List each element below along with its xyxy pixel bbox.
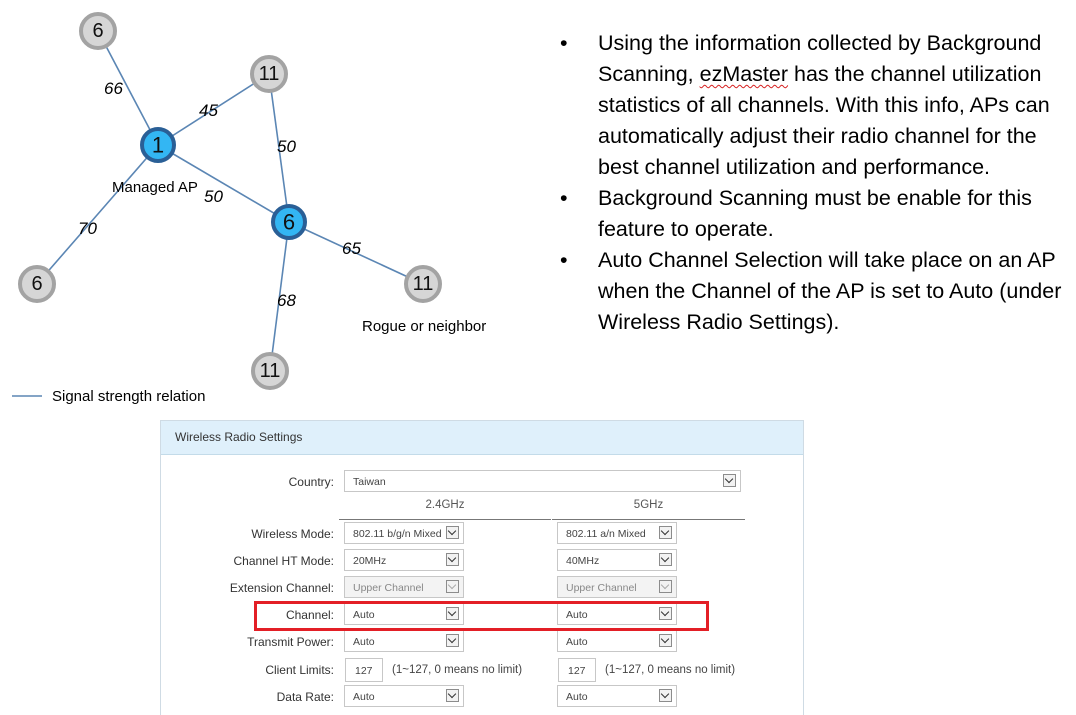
country-select[interactable]: Taiwan — [344, 470, 741, 492]
channel-5-select[interactable]: Auto — [557, 603, 677, 625]
node-label: 6 — [31, 273, 43, 295]
bullet-item: • Using the information collected by Background Scanning, ezMaster has the channel utilization statistics of all channels. With this info, APs can automatically adjust their radio channel for the best channel utilization and performance. — [560, 28, 1070, 183]
ht-mode-row — [161, 548, 803, 574]
brand-name: ezMaster — [699, 62, 789, 86]
node-label: 11 — [412, 273, 434, 295]
transmit-power-24-select[interactable]: Auto — [344, 630, 464, 652]
ht-mode-24-select[interactable]: 20MHz — [344, 549, 464, 571]
chevron-down-icon[interactable] — [659, 634, 672, 647]
ht-mode-label: Channel HT Mode: — [233, 554, 334, 568]
node-label: 11 — [259, 360, 281, 382]
band-divider — [552, 519, 745, 520]
chevron-down-icon[interactable] — [659, 689, 672, 702]
legend-caption: Signal strength relation — [52, 388, 206, 405]
chevron-down-icon[interactable] — [446, 526, 459, 539]
wireless-mode-24-select[interactable]: 802.11 b/g/n Mixed — [344, 522, 464, 544]
band-2-4ghz-header: 2.4GHz — [425, 499, 465, 511]
transmit-power-label: Transmit Power: — [247, 635, 334, 649]
chevron-down-icon[interactable] — [723, 474, 736, 487]
chevron-down-icon[interactable] — [446, 553, 459, 566]
client-limits-5-hint: (1~127, 0 means no limit) — [605, 664, 736, 676]
edge-managed-left — [37, 145, 158, 284]
managed-ap-caption: Managed AP — [112, 179, 198, 196]
channel-24-select[interactable]: Auto — [344, 603, 464, 625]
node-label: 11 — [258, 63, 280, 85]
chevron-down-icon[interactable] — [659, 553, 672, 566]
panel-title: Wireless Radio Settings — [161, 421, 803, 455]
data-rate-24-select[interactable]: Auto — [344, 685, 464, 707]
country-label: Country: — [288, 475, 334, 489]
edge-label-65: 65 — [342, 239, 361, 258]
edge-label-66: 66 — [104, 79, 123, 98]
edge-label-68: 68 — [277, 291, 296, 310]
extension-channel-label: Extension Channel: — [229, 581, 334, 595]
client-limits-24-input[interactable]: 127 — [345, 658, 383, 682]
ht-mode-5-select[interactable]: 40MHz — [557, 549, 677, 571]
chevron-down-icon[interactable] — [446, 689, 459, 702]
client-limits-label: Client Limits: — [265, 663, 334, 677]
edge-label-50-top: 50 — [277, 137, 296, 156]
edge-label-50-mid: 50 — [204, 187, 223, 206]
extension-channel-5-select: Upper Channel — [557, 576, 677, 598]
band-divider — [339, 519, 551, 520]
transmit-power-5-select[interactable]: Auto — [557, 630, 677, 652]
edge-label-70: 70 — [78, 219, 97, 238]
chevron-down-icon[interactable] — [659, 526, 672, 539]
extension-channel-row — [161, 575, 803, 601]
rogue-caption: Rogue or neighbor — [362, 318, 487, 335]
bullet-item: • Background Scanning must be enable for this feature to operate. — [560, 183, 1070, 245]
band-5ghz-header: 5GHz — [633, 499, 664, 511]
chevron-down-icon — [659, 580, 672, 593]
data-rate-row — [161, 684, 803, 710]
wireless-mode-5-select[interactable]: 802.11 a/n Mixed — [557, 522, 677, 544]
bullet-item: • Auto Channel Selection will take place on an AP when the Channel of the AP is set to Auto (under Wireless Radio Settings). — [560, 245, 1070, 338]
node-label: 6 — [282, 209, 296, 235]
network-diagram — [0, 0, 540, 412]
wireless-mode-row — [161, 521, 803, 547]
edge-label-45: 45 — [199, 101, 218, 120]
wireless-radio-settings-panel — [160, 420, 804, 715]
data-rate-label: Data Rate: — [276, 690, 334, 704]
transmit-power-row — [161, 629, 803, 655]
channel-highlight-box — [254, 601, 709, 631]
client-limits-5-input[interactable]: 127 — [558, 658, 596, 682]
data-rate-5-select[interactable]: Auto — [557, 685, 677, 707]
extension-channel-24-select: Upper Channel — [344, 576, 464, 598]
chevron-down-icon — [446, 580, 459, 593]
client-limits-row — [161, 657, 803, 683]
feature-bullets — [560, 28, 1070, 338]
channel-label: Channel: — [285, 608, 334, 622]
node-label: 1 — [151, 132, 165, 158]
chevron-down-icon[interactable] — [446, 634, 459, 647]
wireless-mode-label: Wireless Mode: — [251, 527, 334, 541]
node-label: 6 — [92, 20, 104, 42]
country-row — [161, 469, 803, 495]
client-limits-24-hint: (1~127, 0 means no limit) — [392, 664, 523, 676]
